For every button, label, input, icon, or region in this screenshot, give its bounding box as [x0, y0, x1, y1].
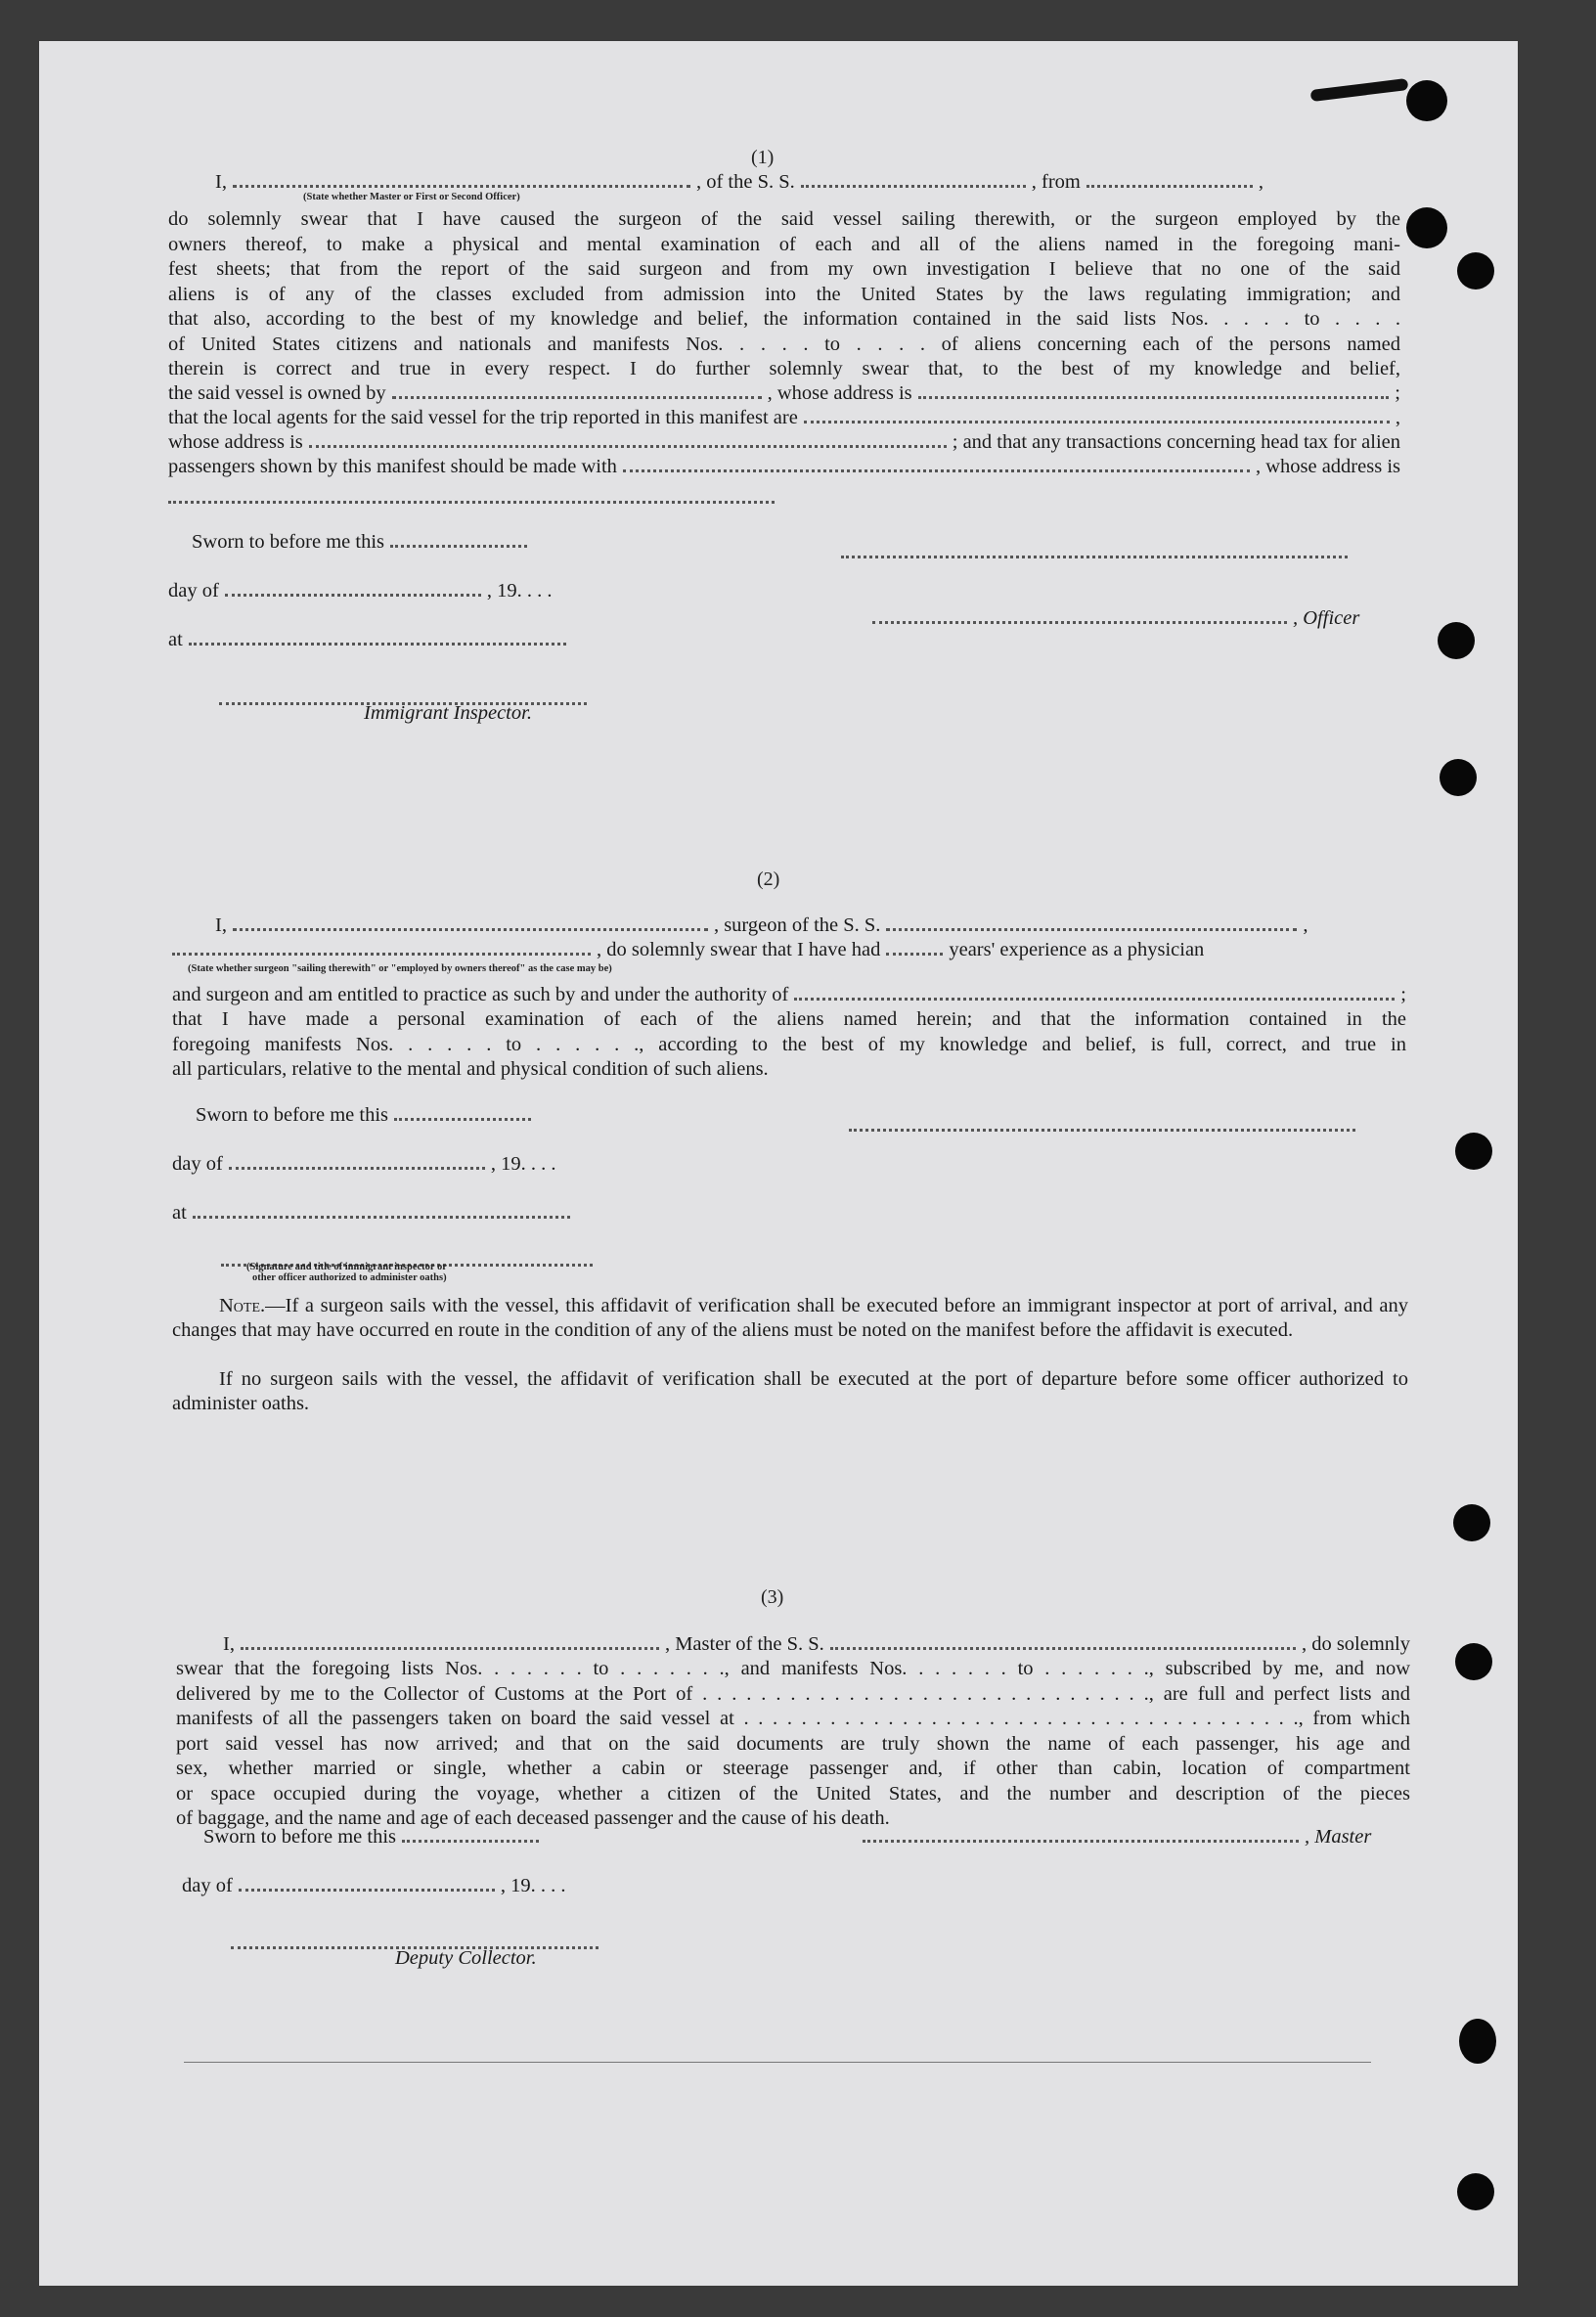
punch-hole: [1406, 80, 1447, 121]
s1-passengers-blank: [623, 469, 1250, 472]
s3-body-line: swear that the foregoing lists Nos. . . . . . . to . . . . . . ., and manifests Nos. . . . . . . to . . . . . . ., subscribed by me, and now: [176, 1658, 1410, 1679]
s3-body-line: delivered by me to the Collector of Customs at the Port of . . . . . . . . . . . . . . . . . . . . . . . . . . . . . . ., are full and perfect lists and: [176, 1682, 1410, 1705]
s1-officer-blank: [872, 621, 1287, 624]
s2-day-blank: [229, 1167, 485, 1170]
s1-body: [168, 207, 1400, 382]
s2-capacity-blank: [172, 953, 591, 956]
s1-body-line: fest sheets; that from the report of the said surgeon and from my own investigation I believe that no one of the said: [168, 258, 1400, 280]
s1-body-line: of United States citizens and nationals and manifests Nos. . . . . to . . . . of aliens concerning each of the persons named: [168, 333, 1400, 355]
s2-day-of-label: day of: [172, 1153, 223, 1175]
s2-i: I,: [215, 914, 227, 936]
punch-hole: [1457, 2173, 1494, 2210]
bottom-rule: [184, 2062, 1371, 2063]
s2-authority-line: [172, 983, 1406, 1008]
s1-year: , 19. . . .: [486, 580, 553, 602]
s2-year: , 19. . . .: [490, 1153, 556, 1175]
s1-day-of-label: day of: [168, 580, 219, 602]
s2-years: years' experience as a physician: [949, 939, 1205, 960]
s3-day-of-label: day of: [182, 1875, 233, 1896]
s2-sworn-label: Sworn to before me this: [196, 1104, 388, 1126]
s1-of-ss: , of the S. S.: [695, 171, 795, 193]
s2-note-text: —If a surgeon sails with the vessel, this affidavit of verification shall be executed before an immigrant inspector at port of arrival, and any changes that may have occurred en route in the condition of any of the aliens must be noted on the manifest before the affidavit is executed.: [172, 1295, 1408, 1341]
s2-surgeon-of-ss: , surgeon of the S. S.: [713, 914, 881, 936]
s1-sworn-blank: [390, 545, 527, 548]
s2-sworn: [196, 1103, 537, 1129]
s1-owner-blank: [392, 396, 762, 399]
punch-hole: [1440, 759, 1477, 796]
s1-whose-address: whose address is: [168, 431, 303, 453]
s3-master-sig-blank: [863, 1840, 1299, 1843]
s1-passengers-address-blank: [168, 491, 775, 509]
s1-inspector-label: Immigrant Inspector.: [364, 702, 532, 724]
s1-from-blank: [1086, 185, 1253, 188]
s3-master-of-ss: , Master of the S. S.: [664, 1633, 824, 1655]
s2-sworn-blank: [394, 1118, 531, 1121]
s1-body-line: do solemnly swear that I have caused the surgeon of the said vessel sailing therewith, or the surgeon employed by the: [168, 208, 1400, 230]
s1-owned-by: the said vessel is owned by: [168, 382, 386, 404]
s1-day-of: [168, 579, 552, 604]
s1-agents-label: that the local agents for the said vessel for the trip reported in this manifest are: [168, 407, 798, 428]
s3-line-master: [223, 1632, 1410, 1658]
s3-sworn: [203, 1825, 545, 1850]
s1-master-blank: [233, 185, 690, 188]
s2-sig-caption-1: (Signature and title of immigrant inspector or: [246, 1262, 447, 1272]
s1-passengers-label: passengers shown by this manifest should be made with: [168, 456, 617, 477]
s1-passengers-line: [168, 455, 1400, 480]
s1-owner-address-blank: [918, 396, 1390, 399]
s3-ship-blank: [830, 1647, 1296, 1650]
s2-body: [172, 1007, 1406, 1083]
s2-authority-label: and surgeon and am entitled to practice as such by and under the authority of: [172, 984, 789, 1005]
section-2-number: (2): [757, 869, 780, 890]
s2-day-of: [172, 1152, 555, 1178]
document-page: [39, 41, 1518, 2286]
s2-body-line: all particulars, relative to the mental and physical condition of such aliens.: [172, 1058, 769, 1080]
s3-body-line: sex, whether married or single, whether a cabin or steerage passenger and, if other than cabin, location of compartment: [176, 1758, 1410, 1779]
s1-owned-end: ;: [1395, 382, 1400, 404]
s2-swear: , do solemnly swear that I have had: [597, 939, 881, 960]
punch-hole: [1406, 207, 1447, 248]
s3-body-line: port said vessel has now arrived; and that on the said documents are truly shown the name of each passenger, his age and: [176, 1732, 1410, 1755]
s1-from: , from: [1031, 171, 1081, 193]
section-3-number: (3): [761, 1586, 784, 1608]
s2-line1-end: ,: [1303, 914, 1308, 936]
s1-agents-end: ,: [1395, 407, 1400, 428]
s3-body-line: manifests of all the passengers taken on board the said vessel at . . . . . . . . . . . . . . . . . . . . . . . . . . . . . . . . . . . . . . ., from which: [176, 1708, 1410, 1729]
punch-hole: [1459, 2019, 1496, 2064]
s3-i: I,: [223, 1633, 235, 1655]
s2-capacity-caption: (State whether surgeon "sailing therewith" or "employed by owners thereof" as the case may be): [188, 963, 612, 974]
s2-note-2: If no surgeon sails with the vessel, the affidavit of verification shall be executed at the port of departure before some officer authorized to administer oaths.: [172, 1368, 1408, 1414]
s3-body-line: or space occupied during the voyage, whether a citizen of the United States, and the number and description of the pieces: [176, 1782, 1410, 1805]
punch-hole: [1455, 1643, 1492, 1680]
s2-line-surgeon: [215, 913, 1308, 939]
s3-body: [176, 1657, 1410, 1832]
s1-i: I,: [215, 171, 227, 193]
s2-signature-line: [849, 1119, 1355, 1136]
punch-hole: [1457, 252, 1494, 290]
s3-year: , 19. . . .: [500, 1875, 566, 1896]
s1-agents-blank: [804, 421, 1390, 423]
s1-master-caption: (State whether Master or First or Second Officer): [303, 192, 520, 202]
s3-sworn-label: Sworn to before me this: [203, 1826, 396, 1848]
s1-ship-blank: [801, 185, 1026, 188]
s1-owned-line: [168, 381, 1400, 407]
s1-line1-end: ,: [1258, 171, 1264, 193]
s2-line-swear: [172, 938, 1204, 963]
s2-authority-blank: [794, 998, 1395, 1001]
s1-agents-address-blank: [309, 445, 947, 448]
s3-day-blank: [239, 1889, 495, 1892]
s1-at-blank: [189, 643, 566, 646]
s2-note: [172, 1294, 1408, 1343]
s1-at: [168, 628, 572, 653]
s1-agents-address-line: [168, 430, 1400, 456]
s3-deputy-label: Deputy Collector.: [395, 1947, 537, 1969]
s1-sworn: [192, 530, 533, 556]
punch-hole: [1455, 1133, 1492, 1170]
s1-head-tax: ; and that any transactions concerning head tax for alien: [952, 431, 1400, 453]
s2-surgeon-name-blank: [233, 928, 708, 931]
s3-master-label: , Master: [1305, 1826, 1372, 1848]
s3-day-of: [182, 1874, 565, 1899]
s1-signature-line: [841, 546, 1348, 563]
section-1-number: (1): [751, 147, 775, 168]
s1-agents-line: [168, 406, 1400, 431]
s1-sworn-label: Sworn to before me this: [192, 531, 384, 553]
s1-owner-address-label: , whose address is: [767, 382, 912, 404]
s2-at-blank: [193, 1216, 570, 1219]
s3-body-line: of baggage, and the name and age of each deceased passenger and the cause of his death.: [176, 1807, 890, 1829]
s1-officer-line: [866, 606, 1359, 632]
s1-passengers-end: , whose address is: [1255, 456, 1400, 477]
s1-day-blank: [225, 594, 481, 597]
s2-ship-blank: [886, 928, 1297, 931]
s1-at-label: at: [168, 629, 183, 650]
s2-note-label: Note.: [219, 1295, 266, 1316]
s2-at: [172, 1201, 576, 1226]
s2-authority-end: ;: [1400, 984, 1406, 1005]
s3-master-name-blank: [241, 1647, 659, 1650]
s3-sworn-blank: [402, 1840, 539, 1843]
s3-master-sig-line: [857, 1825, 1371, 1850]
s3-line1-end: , do solemnly: [1301, 1633, 1410, 1655]
s1-body-line: aliens is of any of the classes excluded from admission into the United States by the laws regulating immigration; and: [168, 283, 1400, 305]
s2-years-blank: [886, 953, 943, 956]
torn-mark: [1310, 78, 1409, 102]
punch-hole: [1453, 1504, 1490, 1541]
s2-body-line: foregoing manifests Nos. . . . . . to . . . . . ., according to the best of my knowledge and belief, is full, correct, and true in: [172, 1033, 1406, 1055]
s2-sig-caption-2: other officer authorized to administer oaths): [252, 1272, 447, 1283]
s2-body-line: that I have made a personal examination of each of the aliens named herein; and that the information contained in the: [172, 1008, 1406, 1030]
s1-body-line: that also, according to the best of my knowledge and belief, the information contained in the said lists Nos. . . . . to . . . .: [168, 308, 1400, 330]
punch-hole: [1438, 622, 1475, 659]
s1-body-line: therein is correct and true in every respect. I do further solemnly swear that, to the best of my knowledge and belief,: [168, 358, 1400, 379]
s2-at-label: at: [172, 1202, 187, 1224]
s1-body-line: owners thereof, to make a physical and mental examination of each and all of the aliens named in the foregoing mani-: [168, 233, 1400, 255]
s1-officer-label: , Officer: [1293, 607, 1360, 629]
